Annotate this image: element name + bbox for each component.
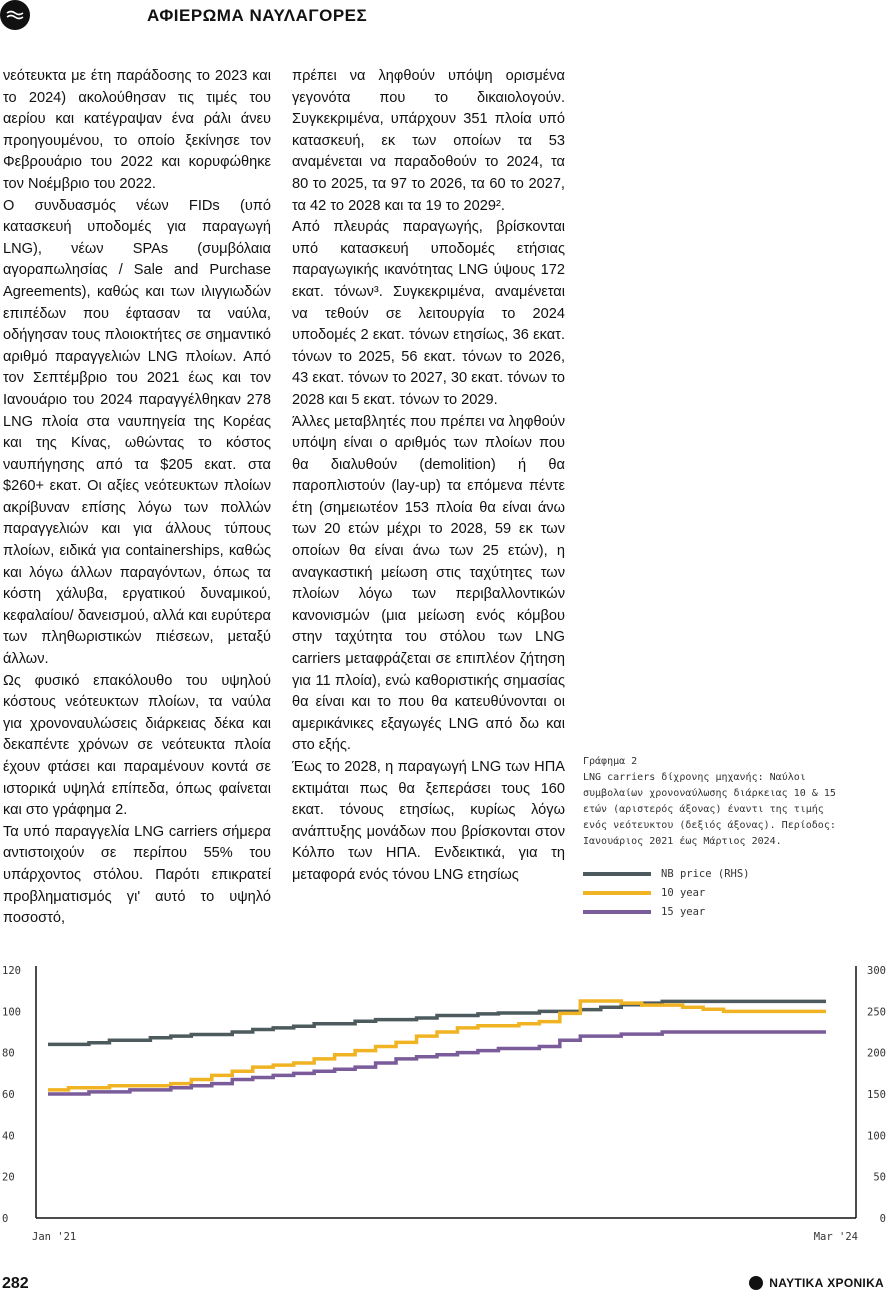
paragraph: νεότευκτα με έτη παράδοσης το 2023 και το 2024) ακολούθησαν τις τιμές του αερίου και κατέγραψαν ένα ράλι άνευ προηγουμένου, το οποίο ξεκίνησε τον Φεβρουάριο του 2022 και κορυφώθηκε τον Νοέμβριο του 2022. — [3, 68, 271, 192]
y-tick-label-right: 300 — [867, 965, 886, 977]
paragraph: Από πλευράς παραγωγής, βρίσκονται υπό κατασκευή υποδομές ετήσιας παραγωγικής ικανότητας LNG ύψους 172 εκατ. τόνων³. Συγκεκριμένα, αναμένεται να τεθούν σε λειτουργία το 2024 υποδομές 2 εκατ. τόνων ετησίως, 36 εκατ. τόνων το 2025, 56 εκατ. τόνων το 2026, 43 εκατ. τόνων το 2027, 30 εκατ. τόνων το 2028 και 5 εκατ. τόνων το 2029. — [292, 219, 565, 408]
brand-footer — [749, 1276, 884, 1290]
paragraph: πρέπει να ληφθούν υπόψη ορισμένα γεγονότα που το δικαιολογούν. Συγκεκριμένα, υπάρχουν 351 πλοία υπό κατασκευή, εκ των οποίων τα 53 αναμένεται να παραδοθούν το 2024, τα 80 το 2025, τα 97 το 2026, τα 60 το 2027, τα 42 το 2028 και τα 19 το 2029². — [292, 68, 565, 214]
y-tick-label-right: 100 — [867, 1130, 886, 1143]
paragraph: Ο συνδυασμός νέων FIDs (υπό κατασκευή υποδομές για παραγωγή LNG), νέων SPAs (συμβόλαια αγοραπωλησίας / Sale and Purchase Agreements), καθώς και των ιλιγγιωδών επιπέδων που έφτασαν τα ναύλα, οδήγησαν τους πλοιοκτήτες σε σημαντικό αριθμό παραγγελιών LNG πλοίων. Από τον Σεπτέμβριο του 2021 έως και τον Ιανουάριο του 2024 παραγγέλθηκαν 278 LNG πλοία στα ναυπηγεία της Κορέας και της Κίνας, ωθώντας το κόστος ναυπήγησης από τα $205 εκατ. στα $260+ εκατ. Οι αξίες νεότευκτων πλοίων ακρίβυναν επίσης λόγω των πολλών παραγγελιών και για άλλους τύπους πλοίων, ειδικά για containerships, καθώς και λόγω άλλων παραγόντων, όπως τα κόστη χάλυβα, εργατικού δυναμικού, κεφαλαίου/ δανεισμού, αλλά και ευρύτερα των πληθωριστικών πιέσεων, μεταξύ άλλων. — [3, 197, 271, 668]
paragraph: Τα υπό παραγγελία LNG carriers σήμερα αντιστοιχούν σε περίπου 55% του υπάρχοντος στόλου. Παρότι επικρατεί προβληματισμός γι' αυτό το υψηλό ποσοστό, — [3, 823, 271, 927]
legend-item-15-year — [583, 902, 750, 921]
y-tick-label-left: 120 — [2, 965, 21, 977]
legend-swatch — [583, 910, 651, 914]
paragraph: Άλλες μεταβλητές που πρέπει να ληφθούν υπόψη είναι ο αριθμός των πλοίων που θα διαλυθούν (demolition) ή θα παροπλιστούν (lay-up) τα επόμενα πέντε έτη (σημειωτέον 153 πλοία θα είναι άνω των 20 ετών μέχρι το 2028, 59 εκ των οποίων θα είναι άνω των 25 ετών), η αναγκαστική μείωση στις ταχύτητες των πλοίων λόγω των περιβαλλοντικών κανονισμών (μια μείωση ενός κόμβου στην ταχύτητα του στόλου των LNG carriers μεταφράζεται σε επιπλέον ζήτηση για 11 πλοία), ενώ καθοριστικής σημασίας θα είναι και το που θα κατευθύνονται οι αμερικάνικες εξαγωγές LNG από δω και στο εξής. — [292, 413, 565, 754]
paragraph: Ως φυσικό επακόλουθο του υψηλού κόστους νεότευκτων πλοίων, τα ναύλα για χρονοναυλώσεις διάρκειας δέκα και δεκαπέντε χρόνων σε νεότευκτα πλοία έχουν φτάσει και παραμένουν κοντά σε ιστορικά υψηλά επίπεδα, όπως φαίνεται και στο γράφημα 2. — [3, 672, 271, 819]
paragraph: Έως το 2028, η παραγωγή LNG των ΗΠΑ εκτιμάται πως θα ξεπεράσει τους 160 εκατ. τόνους ετησίως, κυρίως λόγω ανάπτυξης μονάδων που βρίσκονται στον Κόλπο των ΗΠΑ. Ενδεικτικά, για τη μεταφορά ενός τόνου LNG ετησίως — [292, 759, 565, 883]
legend-label: 15 year — [661, 905, 706, 918]
y-tick-label-left: 40 — [2, 1130, 15, 1143]
caption-line: συμβολαίων χρονοναύλωσης διάρκειας 10 & 15 — [583, 788, 836, 799]
caption-line: Γράφημα 2 — [583, 756, 638, 767]
brand-logo-icon — [749, 1276, 763, 1290]
caption-line: ενός νεότευκτου (δεξιός άξονας). Περίοδος: — [583, 820, 836, 831]
y-tick-label-left: 0 — [2, 1213, 9, 1225]
legend-item-nb-price — [583, 864, 750, 883]
y-tick-label-right: 250 — [867, 1006, 886, 1019]
wave-icon — [6, 9, 24, 21]
y-tick-label-left: 80 — [2, 1047, 15, 1060]
y-tick-label-right: 200 — [867, 1047, 886, 1060]
article-column-middle — [292, 66, 565, 887]
caption-line: ετών (αριστερός άξονας) έναντι της τιμής — [583, 804, 824, 815]
legend-label: 10 year — [661, 886, 706, 899]
caption-line: Ιανουάριος 2021 έως Μάρτιος 2024. — [583, 836, 782, 847]
legend-item-10-year — [583, 883, 750, 902]
page-number: 282 — [2, 1275, 29, 1292]
x-tick-label: Mar '24 — [813, 1231, 858, 1243]
y-tick-label-left: 100 — [2, 1006, 21, 1019]
caption-line: LNG carriers δίχρονης μηχανής: Ναύλοι — [583, 772, 806, 783]
article-column-left — [3, 66, 271, 930]
y-tick-label-left: 60 — [2, 1089, 15, 1101]
line-chart — [0, 960, 888, 1250]
chart-legend — [583, 864, 750, 921]
figure-caption — [583, 754, 883, 850]
section-title: ΑΦΙΕΡΩΜΑ ΝΑΥΛΑΓΟΡΕΣ — [147, 6, 368, 25]
y-tick-label-right: 0 — [879, 1213, 886, 1225]
legend-swatch — [583, 891, 651, 895]
legend-swatch — [583, 872, 651, 876]
y-tick-label-left: 20 — [2, 1171, 15, 1184]
y-tick-label-right: 150 — [867, 1089, 886, 1101]
publication-logo — [0, 0, 30, 30]
brand-name: ΝΑΥΤΙΚΑ ΧΡΟΝΙΚΑ — [769, 1276, 884, 1290]
y-tick-label-right: 50 — [873, 1171, 886, 1184]
legend-label: NB price (RHS) — [661, 867, 750, 880]
x-tick-label: Jan '21 — [32, 1231, 77, 1243]
